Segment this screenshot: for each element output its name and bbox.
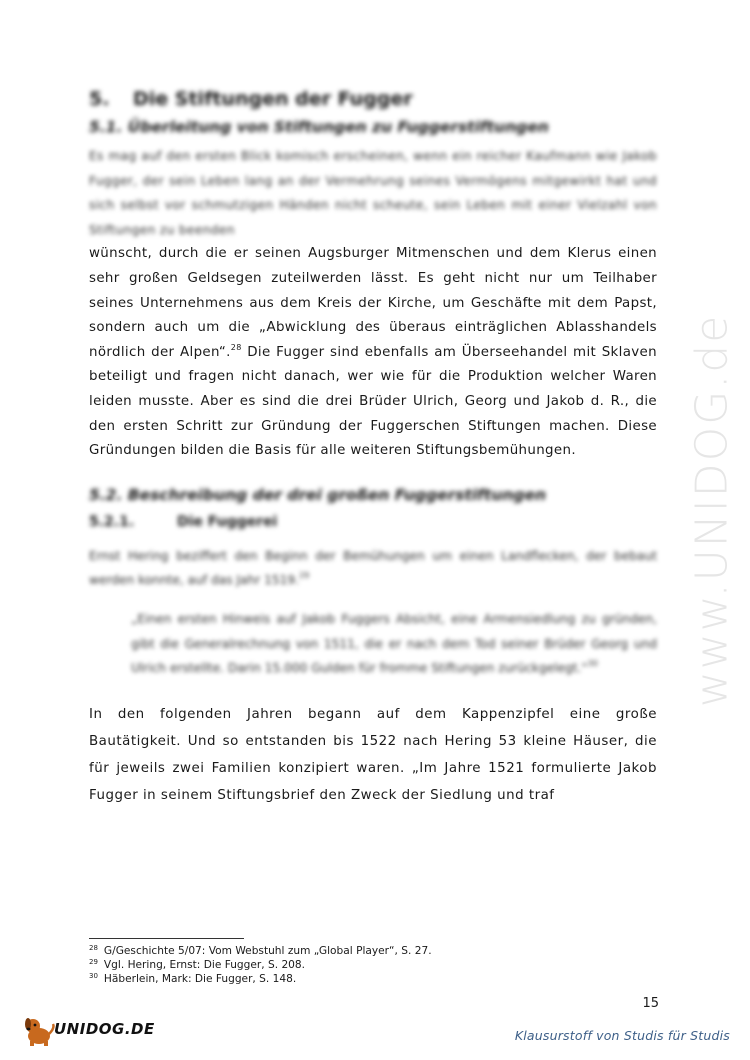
dog-icon (22, 1014, 56, 1048)
footnote-item (89, 944, 649, 958)
footnote-number: 28 (89, 944, 98, 952)
footnote-ref-30[interactable]: 30 (587, 659, 598, 669)
blurred-intro-sentence: Ernst Hering beziffert den Beginn der Bemühungen um einen Landflecken, der bebaut werden konnte, auf das Jahr 1519. (89, 548, 657, 588)
footnote-ref-28[interactable]: 28 (230, 342, 242, 352)
footnotes (89, 944, 649, 986)
watermark-text: www.UNIDOG.de (686, 313, 738, 707)
footnote-number: 29 (89, 958, 98, 966)
section-5-1-paragraph (89, 144, 657, 464)
unidog-logo[interactable] (22, 1014, 155, 1048)
paragraph-text-b: Die Fugger sind ebenfalls am Überseehandel mit Sklaven beteiligt und fragen nicht danach, wer wie für die Produktion welcher Waren leiden musste. Aber es sind die drei Brüder Ulrich, Georg und Jakob d. R., die den ersten Schritt zur Gründung der Fuggerschen Stiftungen machen. Diese Gründungen bilden die Basis für alle weiteren Stiftungsbemühungen. (89, 344, 657, 459)
footnote-text: Vgl. Hering, Ernst: Die Fugger, S. 208. (103, 959, 306, 971)
page-content (89, 88, 657, 809)
chapter-heading (89, 88, 657, 110)
subsection-title: Die Fuggerei (177, 513, 278, 530)
blurred-intro-text: Es mag auf den ersten Blick komisch erscheinen, wenn ein reicher Kaufmann wie Jakob Fugger, der sein Leben lang an der Vermehrung seines Vermögens mitgewirkt hat und sich selbst vor schmutzigen Händen nicht scheute, sein Leben mit einer Vielzahl von Stiftungen zu beenden (89, 149, 657, 237)
footnote-number: 30 (89, 972, 98, 980)
subsection-number: 5.2.1. (89, 513, 135, 530)
blurred-block-quote (131, 607, 657, 681)
footer-tagline: Klausurstoff von Studis für Studis (514, 1028, 730, 1043)
blurred-subsection-intro (89, 544, 657, 593)
section-heading-5-1: 5.1. Überleitung von Stiftungen zu Fuggerstiftungen (89, 118, 549, 136)
chapter-title: Die Stiftungen der Fugger (133, 88, 413, 110)
footnote-ref-29[interactable]: 29 (299, 571, 310, 581)
chapter-number: 5. (89, 88, 110, 110)
subsection-heading-5-2-1 (89, 514, 657, 530)
footnote-item (89, 958, 649, 972)
footnote-item (89, 972, 649, 986)
paragraph-text-a: wünscht, durch die er seinen Augsburger Mitmenschen und dem Klerus einen sehr großen Geldsegen zuteilwerden lässt. Es geht nicht nur um Teilhaber seines Unternehmens aus dem Kreis der Kirche, um Geschäfte mit dem Papst, sondern auch um die „Abwicklung des überaus einträglichen Ablasshandels nördlich der Alpen“. (89, 246, 657, 360)
footnote-text: Häberlein, Mark: Die Fugger, S. 148. (103, 973, 297, 985)
section-heading-5-2: 5.2. Beschreibung der drei großen Fuggerstiftungen (89, 485, 547, 504)
page-number: 15 (642, 996, 659, 1011)
block-quote-text: „Einen ersten Hinweis auf Jakob Fuggers Absicht, eine Armensiedlung zu gründen, gibt die Generalrechnung von 1511, die er nach dem Tod seiner Brüder Georg und Ulrich erstellte. Darin 15.000 Gulden für fromme Stiftungen zurückgelegt.“ (131, 611, 657, 676)
watermark (672, 270, 750, 750)
footnote-text: G/Geschichte 5/07: Vom Webstuhl zum „Global Player“, S. 27. (103, 945, 432, 957)
continued-paragraph: In den folgenden Jahren begann auf dem Kappenzipfel eine große Bautätigkeit. Und so entstanden bis 1522 nach Hering 53 kleine Häuser, die für jeweils zwei Familien konzipiert waren. „Im Jahre 1521 formulierte Jakob Fugger in seinem Stiftungsbrief den Zweck der Siedlung und traf (89, 706, 657, 803)
footnote-divider (89, 938, 244, 939)
logo-text: UNIDOG.DE (54, 1020, 155, 1038)
